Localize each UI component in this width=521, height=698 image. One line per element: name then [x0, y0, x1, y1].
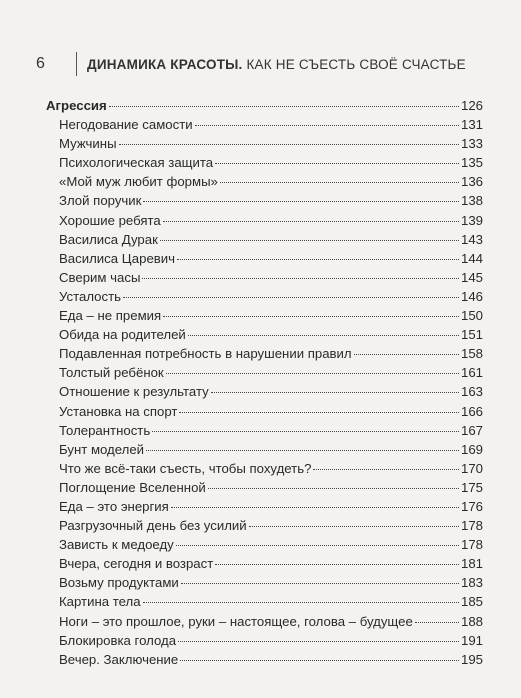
- dot-leader: [177, 258, 459, 260]
- toc-entry: [46, 631, 483, 650]
- toc-entry-title: Толерантность: [59, 422, 151, 438]
- toc-entry: [46, 535, 483, 554]
- toc-section-row: [46, 96, 483, 115]
- toc-entry-page: 133: [460, 136, 483, 152]
- toc-entry: [46, 249, 483, 268]
- toc-entry: [46, 115, 483, 134]
- toc-entry: [46, 382, 483, 401]
- toc-entry-page: 158: [460, 346, 483, 362]
- dot-leader: [354, 353, 459, 355]
- toc-entry-title: Василиса Царевич: [59, 250, 176, 266]
- toc-entry-title: Блокировка голода: [59, 632, 177, 648]
- toc-entry-title: Мужчины: [59, 136, 117, 152]
- toc-entry-title: Василиса Дурак: [59, 231, 158, 247]
- toc-entry-title: Хорошие ребята: [59, 212, 161, 228]
- toc-entry: [46, 153, 483, 172]
- toc-entry: [46, 134, 483, 153]
- toc-entry-title: Вечер. Заключение: [59, 651, 179, 667]
- toc-entry: [46, 573, 483, 592]
- toc-entry: [46, 554, 483, 573]
- toc-entry: [46, 516, 483, 535]
- dot-leader: [123, 296, 459, 298]
- running-title-bold: ДИНАМИКА КРАСОТЫ.: [87, 56, 243, 72]
- dot-leader: [188, 334, 459, 336]
- dot-leader: [195, 124, 459, 126]
- toc-entry-page: 176: [460, 498, 483, 514]
- toc-entry: [46, 325, 483, 344]
- toc-entry: [46, 363, 483, 382]
- toc-entry-title: Психологическая защита: [59, 155, 214, 171]
- toc-entry-title: Негодование самости: [59, 117, 193, 133]
- dot-leader: [163, 220, 459, 222]
- dot-leader: [220, 181, 459, 183]
- dot-leader: [176, 544, 459, 546]
- toc-entry-page: 169: [460, 441, 483, 457]
- toc-entry-page: 145: [460, 269, 483, 285]
- dot-leader: [215, 563, 459, 565]
- dot-leader: [313, 468, 459, 470]
- dot-leader: [180, 659, 459, 661]
- toc-entry-title: Зависть к медоеду: [59, 537, 174, 553]
- dot-leader: [143, 200, 459, 202]
- dot-leader: [119, 143, 459, 145]
- dot-leader: [109, 105, 459, 107]
- toc-entry-page: 144: [460, 250, 483, 266]
- toc-entry-page: 131: [460, 117, 483, 133]
- toc-entry: [46, 478, 483, 497]
- toc-entry-page: 161: [460, 365, 483, 381]
- dot-leader: [415, 621, 459, 623]
- toc-entry-title: Поглощение Вселенной: [59, 479, 206, 495]
- toc-entry-title: Толстый ребёнок: [59, 365, 164, 381]
- dot-leader: [160, 239, 459, 241]
- toc-entry-page: 178: [460, 537, 483, 553]
- toc-items: [46, 115, 483, 669]
- dot-leader: [215, 162, 459, 164]
- toc-entry-title: Сверим часы: [59, 269, 141, 285]
- toc-entry-page: 136: [460, 174, 483, 190]
- toc-entry: [46, 172, 483, 191]
- dot-leader: [146, 449, 459, 451]
- page-number: 6: [36, 55, 45, 72]
- dot-leader: [152, 430, 459, 432]
- toc-entry-page: 195: [460, 651, 483, 667]
- dot-leader: [179, 411, 459, 413]
- toc-entry-title: Ноги – это прошлое, руки – настоящее, голова – будущее: [59, 613, 413, 629]
- toc-entry: [46, 191, 483, 210]
- toc-entry-page: 191: [460, 632, 483, 648]
- toc-entry-page: 178: [460, 518, 483, 534]
- toc-entry-page: 166: [460, 403, 483, 419]
- toc-entry-title: Возьму продуктами: [59, 575, 179, 591]
- dot-leader: [178, 640, 459, 642]
- toc-entry-title: Еда – это энергия: [59, 498, 169, 514]
- toc-entry: [46, 344, 483, 363]
- toc-entry-page: 170: [460, 460, 483, 476]
- dot-leader: [163, 315, 459, 317]
- toc-entry: [46, 459, 483, 478]
- toc-entry-title: Подавленная потребность в нарушении правил: [59, 346, 352, 362]
- toc-entry-page: 151: [460, 327, 483, 343]
- toc-entry: [46, 287, 483, 306]
- toc-entry-title: Картина тела: [59, 594, 141, 610]
- toc-entry: [46, 211, 483, 230]
- header-divider: [76, 52, 77, 76]
- toc-entry-page: 150: [460, 308, 483, 324]
- toc-entry-page: 175: [460, 479, 483, 495]
- toc-entry: [46, 230, 483, 249]
- dot-leader: [142, 277, 459, 279]
- dot-leader: [166, 372, 459, 374]
- toc-entry-title: Отношение к результату: [59, 384, 209, 400]
- toc-entry-page: 138: [460, 193, 483, 209]
- dot-leader: [249, 525, 459, 527]
- toc-entry: [46, 440, 483, 459]
- toc-section-page: 126: [460, 98, 483, 113]
- toc-entry-title: Разгрузочный день без усилий: [59, 518, 247, 534]
- dot-leader: [211, 391, 459, 393]
- toc-entry-page: 181: [460, 556, 483, 572]
- toc-section-title: Агрессия: [46, 98, 107, 113]
- toc-entry-title: Обида на родителей: [59, 327, 186, 343]
- toc-entry-page: 163: [460, 384, 483, 400]
- dot-leader: [171, 506, 459, 508]
- toc-entry: [46, 268, 483, 287]
- toc-entry-title: Еда – не премия: [59, 308, 162, 324]
- dot-leader: [181, 582, 459, 584]
- table-of-contents: [46, 96, 483, 669]
- toc-entry-title: Вчера, сегодня и возраст: [59, 556, 214, 572]
- toc-entry-page: 188: [460, 613, 483, 629]
- toc-entry-page: 139: [460, 212, 483, 228]
- dot-leader: [143, 601, 459, 603]
- toc-entry-title: Что же всё-таки съесть, чтобы похудеть?: [59, 460, 312, 476]
- toc-entry: [46, 650, 483, 669]
- running-title: [87, 57, 466, 72]
- toc-entry-title: Злой поручик: [59, 193, 142, 209]
- toc-entry-page: 185: [460, 594, 483, 610]
- toc-entry: [46, 306, 483, 325]
- toc-entry: [46, 421, 483, 440]
- toc-entry-page: 135: [460, 155, 483, 171]
- toc-entry-title: Бунт моделей: [59, 441, 145, 457]
- running-title-rest: КАК НЕ СЪЕСТЬ СВОЁ СЧАСТЬЕ: [242, 56, 466, 72]
- running-header: [36, 52, 501, 76]
- toc-entry-page: 183: [460, 575, 483, 591]
- toc-entry-title: «Мой муж любит формы»: [59, 174, 218, 190]
- toc-entry: [46, 497, 483, 516]
- toc-entry-page: 167: [460, 422, 483, 438]
- toc-entry-title: Установка на спорт: [59, 403, 178, 419]
- toc-entry: [46, 592, 483, 611]
- toc-entry-title: Усталость: [59, 288, 121, 304]
- toc-entry: [46, 402, 483, 421]
- dot-leader: [208, 487, 459, 489]
- toc-entry: [46, 612, 483, 631]
- toc-entry-page: 146: [460, 288, 483, 304]
- toc-entry-page: 143: [460, 231, 483, 247]
